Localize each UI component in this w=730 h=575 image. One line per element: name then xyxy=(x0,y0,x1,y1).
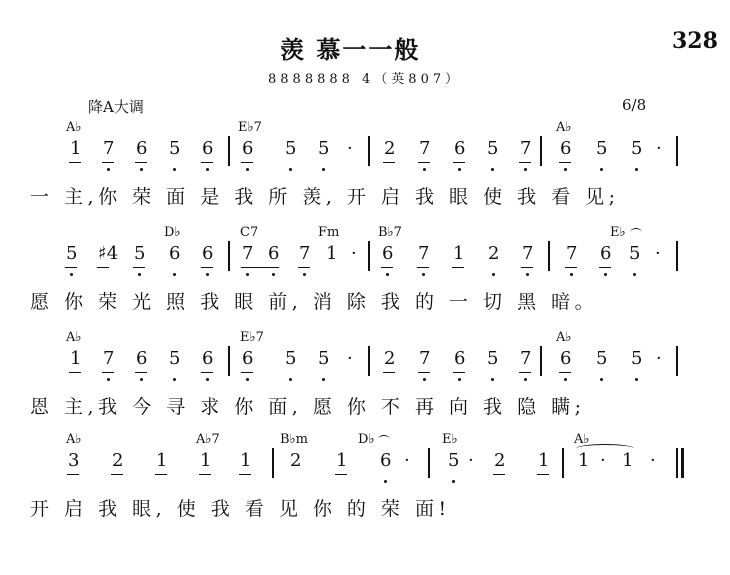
barline xyxy=(562,448,564,478)
beam-underline xyxy=(559,372,571,373)
note: · xyxy=(656,138,662,159)
octave-dot xyxy=(422,273,425,276)
chord-symbol: B♭m xyxy=(280,432,309,447)
octave-dot xyxy=(173,273,176,276)
beam-underline xyxy=(201,267,213,268)
beam-underline xyxy=(201,372,213,373)
chord-symbol: D♭ xyxy=(164,225,181,240)
octave-dot xyxy=(173,378,176,381)
beam-underline xyxy=(111,474,123,475)
octave-dot xyxy=(491,168,494,171)
octave-dot xyxy=(386,273,389,276)
hymn-title: 羡 慕一一般 xyxy=(280,35,421,64)
note: 2 xyxy=(488,243,500,264)
lyric-line: 愿 你 荣 光 照 我 眼 前, 消 除 我 的 一 切 黑 暗。 xyxy=(30,291,599,313)
note: 7 xyxy=(299,243,311,264)
fermata xyxy=(630,228,642,237)
note: 6 xyxy=(242,348,254,369)
octave-dot xyxy=(635,168,638,171)
beam-underline xyxy=(383,372,395,373)
note: 1 xyxy=(200,450,212,471)
note: 7 xyxy=(419,138,431,159)
note: 2 xyxy=(384,138,396,159)
note: 7 xyxy=(520,138,532,159)
note: 1 xyxy=(453,243,465,264)
chord-symbol: A♭ xyxy=(66,432,82,447)
beam-underline xyxy=(241,162,253,163)
octave-dot xyxy=(564,168,567,171)
tie xyxy=(576,444,634,453)
octave-dot xyxy=(70,273,73,276)
octave-dot xyxy=(491,378,494,381)
beam-underline xyxy=(519,372,531,373)
note: · xyxy=(351,243,357,264)
note: 1 xyxy=(240,450,252,471)
octave-dot xyxy=(246,378,249,381)
octave-dot xyxy=(423,168,426,171)
octave-dot xyxy=(140,168,143,171)
octave-dot xyxy=(138,273,141,276)
barline xyxy=(368,241,370,271)
chord-symbol: E♭ xyxy=(610,225,626,240)
note: 5 xyxy=(318,348,330,369)
note: 1 xyxy=(70,138,82,159)
note: 6 xyxy=(202,348,214,369)
beam-underline xyxy=(65,267,77,268)
octave-dot xyxy=(206,168,209,171)
beam-underline xyxy=(565,267,577,268)
note: · xyxy=(404,450,410,471)
note: 1 xyxy=(336,450,348,471)
beam-underline xyxy=(381,267,393,268)
note: · xyxy=(656,348,662,369)
beam-underline xyxy=(69,162,81,163)
note: · xyxy=(347,138,353,159)
chord-symbol: A♭ xyxy=(574,432,590,447)
beam-underline xyxy=(135,162,147,163)
note: 5 xyxy=(596,348,608,369)
octave-dot xyxy=(604,273,607,276)
beam-underline xyxy=(453,372,465,373)
beam-underline xyxy=(521,267,533,268)
beam-underline xyxy=(102,162,114,163)
chord-symbol: C7 xyxy=(240,225,259,240)
octave-dot xyxy=(289,168,292,171)
beam-underline xyxy=(452,267,464,268)
note: 6 xyxy=(169,243,181,264)
octave-dot xyxy=(384,480,387,483)
beam-underline xyxy=(102,372,114,373)
octave-dot xyxy=(173,168,176,171)
note: 5 xyxy=(66,243,78,264)
note: 7 xyxy=(566,243,578,264)
beam-underline xyxy=(97,267,109,268)
beam-underline xyxy=(559,162,571,163)
note: 6 xyxy=(380,450,392,471)
chord-symbol: E♭ xyxy=(442,432,458,447)
beam-underline xyxy=(417,267,429,268)
note: 2 xyxy=(384,348,396,369)
octave-dot xyxy=(303,273,306,276)
note: 5 xyxy=(631,138,643,159)
chord-symbol: A♭ xyxy=(556,120,572,135)
barline xyxy=(676,241,678,271)
octave-dot xyxy=(524,168,527,171)
note: 6 xyxy=(242,138,254,159)
octave-dot xyxy=(600,168,603,171)
note: ♯4 xyxy=(98,243,119,264)
octave-dot xyxy=(246,273,249,276)
beam-underline xyxy=(67,474,79,475)
chord-symbol: E♭7 xyxy=(240,330,264,345)
octave-dot xyxy=(107,168,110,171)
octave-dot xyxy=(289,378,292,381)
note: 1 xyxy=(156,450,168,471)
octave-dot xyxy=(423,378,426,381)
note: 5 xyxy=(285,138,297,159)
note: 6 xyxy=(600,243,612,264)
octave-dot xyxy=(526,273,529,276)
beam-underline xyxy=(453,162,465,163)
beam-underline xyxy=(298,267,310,268)
octave-dot xyxy=(140,378,143,381)
chord-symbol: A♭ xyxy=(66,120,82,135)
note: 6 xyxy=(454,348,466,369)
octave-dot xyxy=(492,273,495,276)
octave-dot xyxy=(635,378,638,381)
octave-dot xyxy=(458,168,461,171)
note: 6 xyxy=(382,243,394,264)
note: 6 xyxy=(454,138,466,159)
note: · xyxy=(655,243,661,264)
note: 5 xyxy=(134,243,146,264)
note: 5 xyxy=(169,138,181,159)
note: · xyxy=(600,450,606,471)
note: 5 xyxy=(487,138,499,159)
note: 2 xyxy=(494,450,506,471)
note: 5 xyxy=(487,348,499,369)
note: 6 xyxy=(560,138,572,159)
octave-dot xyxy=(524,378,527,381)
note: 7 xyxy=(103,348,115,369)
note: 7 xyxy=(242,243,254,264)
note: 1 xyxy=(326,243,338,264)
note: 1 xyxy=(538,450,550,471)
note: 6 xyxy=(268,243,280,264)
barline xyxy=(548,241,550,271)
beam-underline xyxy=(69,372,81,373)
chord-symbol: E♭7 xyxy=(238,120,262,135)
octave-dot xyxy=(633,273,636,276)
note: 5 xyxy=(631,348,643,369)
beam-underline xyxy=(383,162,395,163)
lyric-line: 一 主,你 荣 面 是 我 所 羡, 开 启 我 眼 使 我 看 见; xyxy=(30,186,620,208)
barline xyxy=(428,448,430,478)
octave-dot xyxy=(570,273,573,276)
note: 6 xyxy=(202,138,214,159)
note: 2 xyxy=(112,450,124,471)
hymn-number: 328 xyxy=(672,28,718,54)
note: 1 xyxy=(70,348,82,369)
fermata xyxy=(378,435,390,444)
octave-dot xyxy=(600,378,603,381)
lyric-line: 恩 主,我 今 寻 求 你 面, 愿 你 不 再 向 我 隐 瞒; xyxy=(30,396,586,418)
note: 1 xyxy=(622,450,634,471)
time-signature: 6/8 xyxy=(622,96,647,114)
beam-underline xyxy=(241,372,253,373)
beam-underline xyxy=(155,474,167,475)
barline xyxy=(540,346,542,376)
beam-underline xyxy=(418,372,430,373)
barline xyxy=(676,346,678,376)
barline xyxy=(368,346,370,376)
octave-dot xyxy=(564,378,567,381)
note: 7 xyxy=(419,348,431,369)
beam-underline xyxy=(199,474,211,475)
note: 6 xyxy=(136,348,148,369)
note: 5 xyxy=(596,138,608,159)
note: 7 xyxy=(418,243,430,264)
note: · xyxy=(650,450,656,471)
octave-dot xyxy=(322,168,325,171)
note: 6 xyxy=(560,348,572,369)
barline xyxy=(228,136,230,166)
barline xyxy=(540,136,542,166)
octave-dot xyxy=(272,273,275,276)
beam-underline xyxy=(537,474,549,475)
beam-underline xyxy=(418,162,430,163)
beam-underline xyxy=(239,474,251,475)
note: 5 xyxy=(629,243,641,264)
key-signature: 降A大调 xyxy=(88,98,144,116)
octave-dot xyxy=(107,378,110,381)
beam-underline xyxy=(493,474,505,475)
chord-symbol: Fm xyxy=(318,225,340,240)
note: 3 xyxy=(68,450,80,471)
beam-underline xyxy=(241,267,279,268)
octave-dot xyxy=(452,480,455,483)
chord-symbol: A♭ xyxy=(556,330,572,345)
barline xyxy=(228,241,230,271)
note: 7 xyxy=(520,348,532,369)
note: 7 xyxy=(103,138,115,159)
beam-underline xyxy=(135,372,147,373)
lyric-line: 开 启 我 眼, 使 我 看 见 你 的 荣 面! xyxy=(30,498,451,520)
note: 7 xyxy=(522,243,534,264)
note: 2 xyxy=(290,450,302,471)
note: 5 xyxy=(169,348,181,369)
note: 6 xyxy=(136,138,148,159)
note: 5 xyxy=(285,348,297,369)
final-barline xyxy=(681,448,684,478)
octave-dot xyxy=(206,273,209,276)
beam-underline xyxy=(599,267,611,268)
barline xyxy=(676,448,678,478)
beam-underline xyxy=(201,162,213,163)
chord-symbol: D♭ xyxy=(358,432,375,447)
octave-dot xyxy=(246,168,249,171)
beam-underline xyxy=(133,267,145,268)
barline xyxy=(368,136,370,166)
octave-dot xyxy=(206,378,209,381)
barline xyxy=(272,448,274,478)
note: 6 xyxy=(202,243,214,264)
note: 5 xyxy=(318,138,330,159)
chord-symbol: A♭ xyxy=(66,330,82,345)
beam-underline xyxy=(335,474,347,475)
octave-dot xyxy=(458,378,461,381)
note: · xyxy=(347,348,353,369)
beam-underline xyxy=(519,162,531,163)
chord-symbol: B♭7 xyxy=(378,225,402,240)
chord-symbol: A♭7 xyxy=(196,432,220,447)
octave-dot xyxy=(322,378,325,381)
meter-line: 8888888 4（英807） xyxy=(268,72,463,87)
barline xyxy=(228,346,230,376)
note: · xyxy=(468,450,474,471)
barline xyxy=(676,136,678,166)
note: 1 xyxy=(578,450,590,471)
note: 5 xyxy=(448,450,460,471)
